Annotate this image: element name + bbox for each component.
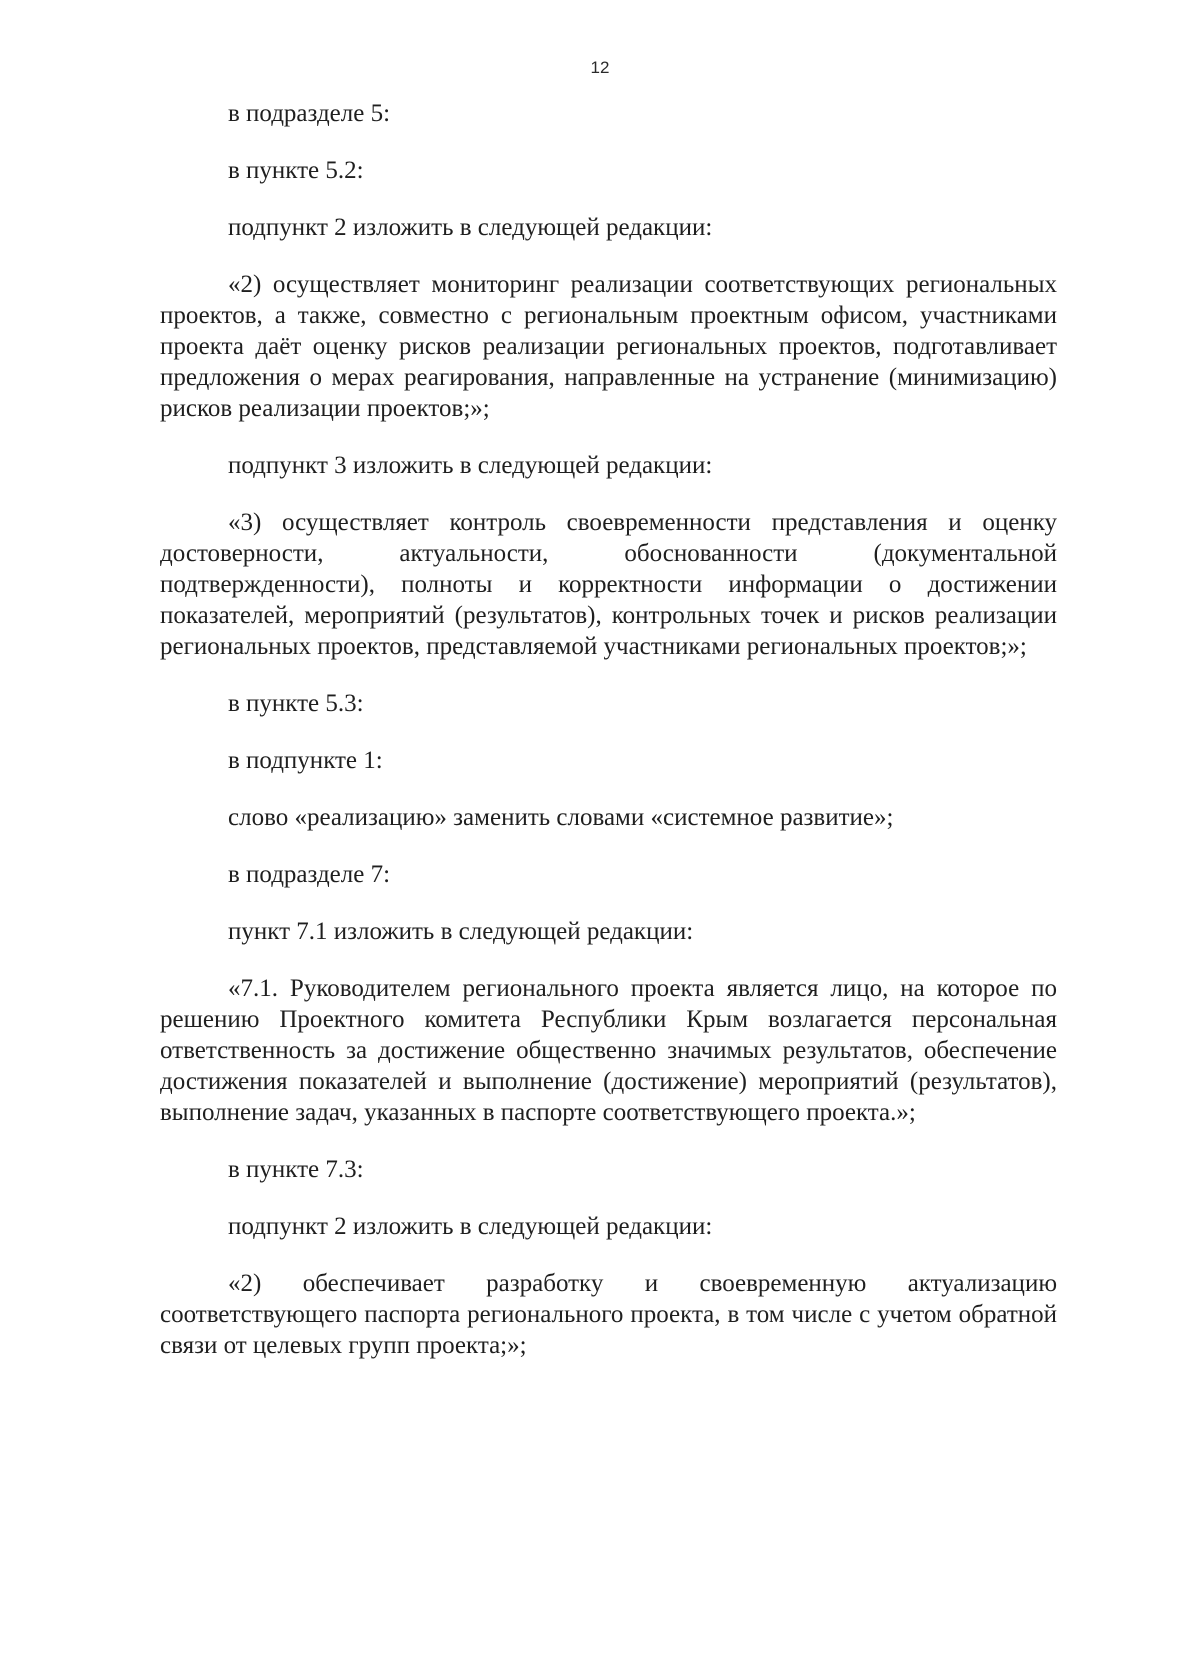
paragraph-word-replacement: слово «реализацию» заменить словами «системное развитие»; bbox=[228, 804, 894, 831]
paragraph-subsection-7: в подразделе 7: bbox=[228, 861, 391, 888]
paragraph-point-7-3: в пункте 7.3: bbox=[228, 1156, 364, 1183]
paragraph-point-7-1-heading: пункт 7.1 изложить в следующей редакции: bbox=[228, 918, 694, 945]
paragraph-point-7-1-text: «7.1. Руководителем регионального проекта является лицо, на которое по решению Проектного комитета Республики Крым возлагается персональная ответственность за достижение общественно значимых результатов, обеспечение достижения показателей и выполнение (достижение) мероприятий (результатов), выполнение задач, указанных в паспорте соответствующего проекта.»; bbox=[160, 975, 1057, 1126]
paragraph-subsection-5: в подразделе 5: bbox=[228, 100, 391, 127]
document-body bbox=[160, 98, 1057, 1361]
paragraph-subpoint-2-heading-7-3: подпункт 2 изложить в следующей редакции: bbox=[228, 1213, 713, 1240]
paragraph-subpoint-3-text: «3) осуществляет контроль своевременности представления и оценку достоверности, актуальности, обоснованности (документальной подтвержденности), полноты и корректности информации о достижении показателей, мероприятий (результатов), контрольных точек и рисков реализации региональных проектов, представляемой участниками региональных проектов;»; bbox=[160, 509, 1057, 660]
paragraph-subpoint-2-text-7-3: «2) обеспечивает разработку и своевременную актуализацию соответствующего паспорта регионального проекта, в том числе с учетом обратной связи от целевых групп проекта;»; bbox=[160, 1270, 1057, 1359]
paragraph-point-5-2: в пункте 5.2: bbox=[228, 157, 364, 184]
paragraph-subpoint-3-heading: подпункт 3 изложить в следующей редакции: bbox=[228, 452, 713, 479]
paragraph-subpoint-1: в подпункте 1: bbox=[228, 747, 383, 774]
paragraph-subpoint-2-heading: подпункт 2 изложить в следующей редакции: bbox=[228, 214, 713, 241]
page-number: 12 bbox=[590, 58, 610, 77]
paragraph-subpoint-2-text: «2) осуществляет мониторинг реализации соответствующих региональных проектов, а также, совместно с региональным проектным офисом, участниками проекта даёт оценку рисков реализации региональных проектов, подготавливает предложения о мерах реагирования, направленные на устранение (минимизацию) рисков реализации проектов;»; bbox=[160, 271, 1057, 422]
paragraph-point-5-3: в пункте 5.3: bbox=[228, 690, 364, 717]
